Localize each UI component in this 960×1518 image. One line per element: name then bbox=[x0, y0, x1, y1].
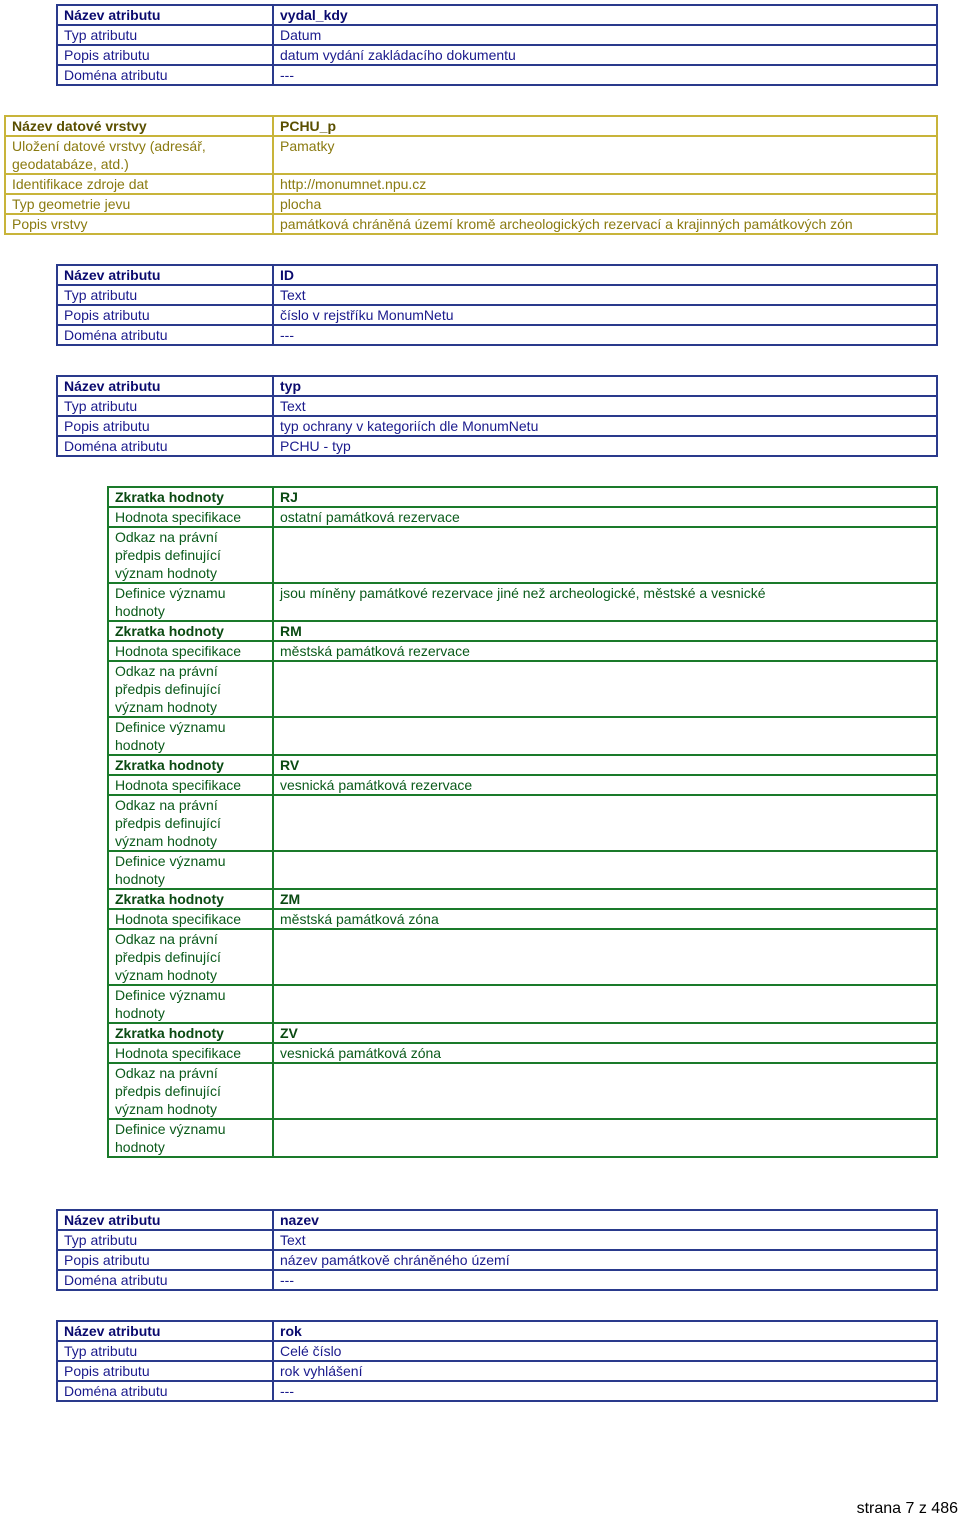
code-field-label: Definice významu hodnoty bbox=[108, 717, 273, 755]
code-spec-row bbox=[108, 775, 937, 795]
code-field-label: Odkaz na právní předpis definující význam hodnoty bbox=[108, 661, 273, 717]
attribute-label: Typ atributu bbox=[57, 396, 273, 416]
code-field-value bbox=[273, 985, 937, 1023]
code-spec-row bbox=[108, 1043, 937, 1063]
table-row bbox=[57, 325, 937, 345]
code-field-label: Definice významu hodnoty bbox=[108, 985, 273, 1023]
attribute-label: Doména atributu bbox=[57, 65, 273, 85]
table-row bbox=[57, 1361, 937, 1381]
attribute-value: --- bbox=[273, 65, 937, 85]
attribute-value: název památkově chráněného území bbox=[273, 1250, 937, 1270]
attribute-label: Popis atributu bbox=[57, 45, 273, 65]
code-field-value: ZV bbox=[273, 1023, 937, 1043]
attribute-label: Název atributu bbox=[57, 1210, 273, 1230]
code-field-value bbox=[273, 527, 937, 583]
attribute-value: typ bbox=[273, 376, 937, 396]
table-row bbox=[57, 285, 937, 305]
attribute-table-id bbox=[56, 264, 938, 346]
code-field-value: RV bbox=[273, 755, 937, 775]
code-field-label: Zkratka hodnoty bbox=[108, 889, 273, 909]
layer-label: Název datové vrstvy bbox=[5, 116, 273, 136]
code-field-label: Odkaz na právní předpis definující význam hodnoty bbox=[108, 795, 273, 851]
layer-value: Pamatky bbox=[273, 136, 937, 174]
code-field-value: městská památková rezervace bbox=[273, 641, 937, 661]
attribute-label: Název atributu bbox=[57, 265, 273, 285]
code-field-value: ostatní památková rezervace bbox=[273, 507, 937, 527]
layer-label: Uložení datové vrstvy (adresář, geodatabáze, atd.) bbox=[5, 136, 273, 174]
attribute-value: nazev bbox=[273, 1210, 937, 1230]
page-number: strana 7 z 486 bbox=[856, 1500, 958, 1517]
attribute-label: Název atributu bbox=[57, 376, 273, 396]
code-code-row bbox=[108, 487, 937, 507]
code-code-row bbox=[108, 755, 937, 775]
table-row bbox=[57, 65, 937, 85]
code-field-label: Definice významu hodnoty bbox=[108, 1119, 273, 1157]
layer-value: http://monumnet.npu.cz bbox=[273, 174, 937, 194]
table-row bbox=[57, 305, 937, 325]
code-spec-row bbox=[108, 641, 937, 661]
code-field-value: vesnická památková rezervace bbox=[273, 775, 937, 795]
code-spec-row bbox=[108, 507, 937, 527]
table-row bbox=[57, 1321, 937, 1341]
table-row bbox=[5, 194, 937, 214]
attribute-value: Datum bbox=[273, 25, 937, 45]
table-row bbox=[57, 1381, 937, 1401]
layer-label: Typ geometrie jevu bbox=[5, 194, 273, 214]
table-row bbox=[57, 45, 937, 65]
attribute-value: rok vyhlášení bbox=[273, 1361, 937, 1381]
attribute-label: Doména atributu bbox=[57, 436, 273, 456]
table-row bbox=[57, 265, 937, 285]
code-ref-row bbox=[108, 1063, 937, 1119]
attribute-label: Typ atributu bbox=[57, 1341, 273, 1361]
attribute-value: Text bbox=[273, 1230, 937, 1250]
code-ref-row bbox=[108, 661, 937, 717]
code-def-row bbox=[108, 985, 937, 1023]
code-ref-row bbox=[108, 527, 937, 583]
attribute-label: Typ atributu bbox=[57, 1230, 273, 1250]
code-field-label: Zkratka hodnoty bbox=[108, 1023, 273, 1043]
code-field-value bbox=[273, 929, 937, 985]
code-def-row bbox=[108, 583, 937, 621]
attribute-value: typ ochrany v kategoriích dle MonumNetu bbox=[273, 416, 937, 436]
attribute-label: Typ atributu bbox=[57, 285, 273, 305]
code-field-value: RJ bbox=[273, 487, 937, 507]
code-field-label: Odkaz na právní předpis definující význam hodnoty bbox=[108, 929, 273, 985]
attribute-value: PCHU - typ bbox=[273, 436, 937, 456]
layer-table bbox=[4, 115, 938, 235]
code-def-row bbox=[108, 717, 937, 755]
table-row bbox=[57, 1341, 937, 1361]
attribute-table-typ bbox=[56, 375, 938, 457]
table-row bbox=[57, 25, 937, 45]
code-field-value: městská památková zóna bbox=[273, 909, 937, 929]
code-field-label: Zkratka hodnoty bbox=[108, 487, 273, 507]
attribute-value: --- bbox=[273, 1381, 937, 1401]
attribute-value: Text bbox=[273, 285, 937, 305]
table-row bbox=[5, 214, 937, 234]
code-spec-row bbox=[108, 909, 937, 929]
code-field-label: Odkaz na právní předpis definující význam hodnoty bbox=[108, 1063, 273, 1119]
layer-value: PCHU_p bbox=[273, 116, 937, 136]
layer-value: památková chráněná území kromě archeologických rezervací a krajinných památkových zón bbox=[273, 214, 937, 234]
attribute-table-vydal-kdy bbox=[56, 4, 938, 86]
code-def-row bbox=[108, 1119, 937, 1157]
attribute-value: --- bbox=[273, 1270, 937, 1290]
table-row bbox=[57, 1210, 937, 1230]
code-field-value bbox=[273, 661, 937, 717]
code-field-value: vesnická památková zóna bbox=[273, 1043, 937, 1063]
attribute-table-nazev bbox=[56, 1209, 938, 1291]
code-field-label: Definice významu hodnoty bbox=[108, 583, 273, 621]
table-row bbox=[57, 436, 937, 456]
code-code-row bbox=[108, 621, 937, 641]
code-field-value: ZM bbox=[273, 889, 937, 909]
attribute-value: rok bbox=[273, 1321, 937, 1341]
layer-label: Identifikace zdroje dat bbox=[5, 174, 273, 194]
code-field-label: Definice významu hodnoty bbox=[108, 851, 273, 889]
code-field-value bbox=[273, 1063, 937, 1119]
table-row bbox=[57, 416, 937, 436]
attribute-value: Celé číslo bbox=[273, 1341, 937, 1361]
attribute-label: Popis atributu bbox=[57, 305, 273, 325]
attribute-label: Název atributu bbox=[57, 1321, 273, 1341]
code-values-table bbox=[107, 486, 938, 1158]
attribute-label: Popis atributu bbox=[57, 416, 273, 436]
code-ref-row bbox=[108, 929, 937, 985]
table-row bbox=[57, 376, 937, 396]
table-row bbox=[5, 174, 937, 194]
layer-label: Popis vrstvy bbox=[5, 214, 273, 234]
attribute-value: ID bbox=[273, 265, 937, 285]
attribute-value: datum vydání zakládacího dokumentu bbox=[273, 45, 937, 65]
attribute-label: Popis atributu bbox=[57, 1250, 273, 1270]
code-field-label: Hodnota specifikace bbox=[108, 775, 273, 795]
code-field-label: Odkaz na právní předpis definující význam hodnoty bbox=[108, 527, 273, 583]
attribute-label: Doména atributu bbox=[57, 325, 273, 345]
code-field-label: Hodnota specifikace bbox=[108, 1043, 273, 1063]
layer-value: plocha bbox=[273, 194, 937, 214]
code-field-value bbox=[273, 851, 937, 889]
code-ref-row bbox=[108, 795, 937, 851]
code-code-row bbox=[108, 889, 937, 909]
code-field-value bbox=[273, 1119, 937, 1157]
table-row bbox=[57, 1250, 937, 1270]
attribute-label: Název atributu bbox=[57, 5, 273, 25]
code-field-label: Hodnota specifikace bbox=[108, 641, 273, 661]
code-field-value bbox=[273, 795, 937, 851]
code-field-label: Hodnota specifikace bbox=[108, 909, 273, 929]
table-row bbox=[57, 396, 937, 416]
code-field-label: Zkratka hodnoty bbox=[108, 621, 273, 641]
attribute-label: Popis atributu bbox=[57, 1361, 273, 1381]
attribute-table-rok bbox=[56, 1320, 938, 1402]
table-row bbox=[5, 136, 937, 174]
table-row bbox=[57, 5, 937, 25]
code-code-row bbox=[108, 1023, 937, 1043]
code-field-value: jsou míněny památkové rezervace jiné než archeologické, městské a vesnické bbox=[273, 583, 937, 621]
attribute-label: Typ atributu bbox=[57, 25, 273, 45]
code-field-label: Hodnota specifikace bbox=[108, 507, 273, 527]
table-row bbox=[5, 116, 937, 136]
table-row bbox=[57, 1230, 937, 1250]
attribute-value: --- bbox=[273, 325, 937, 345]
code-field-label: Zkratka hodnoty bbox=[108, 755, 273, 775]
code-field-value: RM bbox=[273, 621, 937, 641]
attribute-value: číslo v rejstříku MonumNetu bbox=[273, 305, 937, 325]
attribute-label: Doména atributu bbox=[57, 1381, 273, 1401]
code-field-value bbox=[273, 717, 937, 755]
code-def-row bbox=[108, 851, 937, 889]
attribute-value: vydal_kdy bbox=[273, 5, 937, 25]
attribute-value: Text bbox=[273, 396, 937, 416]
attribute-label: Doména atributu bbox=[57, 1270, 273, 1290]
table-row bbox=[57, 1270, 937, 1290]
